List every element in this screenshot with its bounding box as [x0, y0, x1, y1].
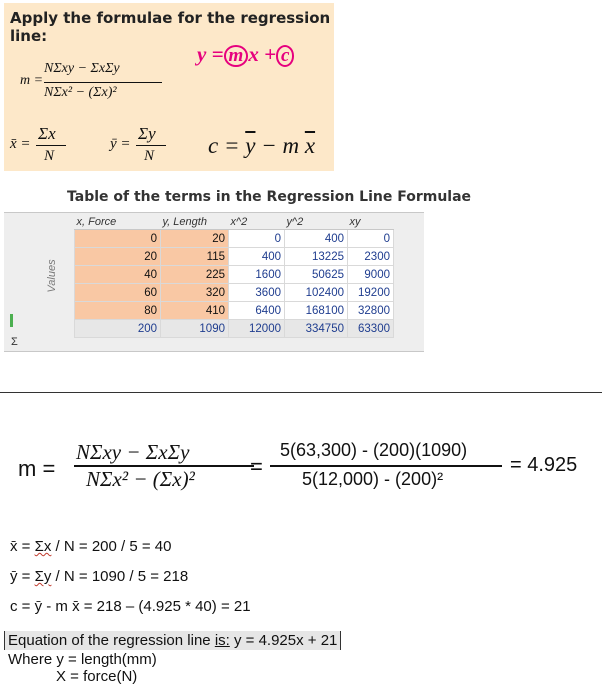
- slope-label: m =: [18, 456, 56, 481]
- table-cell: 6400: [229, 302, 285, 320]
- fraction-bar: [136, 145, 166, 146]
- table-row: [75, 230, 394, 248]
- table-cell: 0: [75, 230, 161, 248]
- table-sum-row: [75, 320, 394, 338]
- intercept-formula: $c = \overline{y} - m$ $\overline{x}$: [208, 133, 316, 158]
- table-cell: 0: [229, 230, 285, 248]
- table-cell: 60: [75, 284, 161, 302]
- table-cell: 225: [161, 266, 229, 284]
- table-cell: 1600: [229, 266, 285, 284]
- sum-cell: 63300: [348, 320, 394, 338]
- table-cell: 102400: [285, 284, 348, 302]
- table-row: [75, 248, 394, 266]
- slope-circle: m: [224, 45, 249, 67]
- col-header-xy: xy: [348, 215, 394, 230]
- sum-cell: 12000: [229, 320, 285, 338]
- table-cell: 40: [75, 266, 161, 284]
- table-row: [75, 266, 394, 284]
- equals-sign: =: [250, 454, 263, 479]
- slope-computation: [10, 440, 600, 500]
- regression-terms-table: [74, 215, 394, 338]
- col-header-y: y, Length: [161, 215, 229, 230]
- table-cell: 19200: [348, 284, 394, 302]
- table-cell: 32800: [348, 302, 394, 320]
- table-cell: 80: [75, 302, 161, 320]
- where-y: Where y = length(mm): [8, 651, 157, 668]
- sum-cell: 200: [75, 320, 161, 338]
- table-cell: 320: [161, 284, 229, 302]
- table-header-row: [75, 215, 394, 230]
- regression-equation-line[interactable]: Equation of the regression line is: y = 4.925x + 21: [4, 631, 341, 650]
- ybar-calculation: ȳ = Σy / N = 1090 / 5 = 218: [10, 568, 189, 585]
- fraction-bar: [44, 82, 162, 83]
- table-cell: 3600: [229, 284, 285, 302]
- col-header-y2: y^2: [285, 215, 348, 230]
- regression-line-equation: y = m x + c: [197, 42, 294, 67]
- symbolic-numerator: NΣxy − ΣxΣy: [76, 440, 190, 464]
- slope-result: = 4.925: [510, 454, 578, 476]
- sum-label: Σ: [11, 336, 18, 348]
- table-cell: 20: [161, 230, 229, 248]
- col-header-x: x, Force: [75, 215, 161, 230]
- sum-cell: 334750: [285, 320, 348, 338]
- numeric-denominator: 5(12,000) - (200)²: [302, 469, 444, 489]
- slope-formula: m = NΣxy − ΣxΣy NΣx² − (Σx)²: [14, 61, 164, 121]
- numeric-numerator: 5(63,300) - (200)(1090): [280, 440, 468, 460]
- formula-panel: [4, 3, 334, 171]
- ybar-formula: ȳ = Σy N: [110, 124, 190, 174]
- table-cell: 400: [229, 248, 285, 266]
- table-row: [75, 302, 394, 320]
- table-cell: 50625: [285, 266, 348, 284]
- table-cell: 168100: [285, 302, 348, 320]
- formula-title: Apply the formulae for the regression line:: [10, 9, 331, 45]
- table-cell: 20: [75, 248, 161, 266]
- xbar-formula: x̄ = Σx N: [10, 124, 90, 174]
- table-cell: 13225: [285, 248, 348, 266]
- table-cell: 0: [348, 230, 394, 248]
- fraction-bar: [270, 465, 502, 467]
- row-marker: [10, 314, 13, 327]
- values-axis-label: Values: [46, 259, 58, 293]
- symbolic-denominator: NΣx² − (Σx)²: [86, 467, 195, 491]
- sum-cell: 1090: [161, 320, 229, 338]
- intercept-calculation: c = ȳ - m x̄ = 218 – (4.925 * 40) = 21: [10, 598, 251, 615]
- table-cell: 115: [161, 248, 229, 266]
- table-cell: 2300: [348, 248, 394, 266]
- fraction-bar: [36, 145, 66, 146]
- table-row: [75, 284, 394, 302]
- table-cell: 400: [285, 230, 348, 248]
- section-divider: [0, 392, 602, 393]
- intercept-circle: c: [276, 45, 294, 67]
- table-cell: 9000: [348, 266, 394, 284]
- where-x: X = force(N): [56, 668, 138, 685]
- col-header-x2: x^2: [229, 215, 285, 230]
- table-title: Table of the terms in the Regression Line Formulae: [67, 189, 472, 205]
- table-cell: 410: [161, 302, 229, 320]
- xbar-calculation: x̄ = Σx / N = 200 / 5 = 40: [10, 538, 172, 555]
